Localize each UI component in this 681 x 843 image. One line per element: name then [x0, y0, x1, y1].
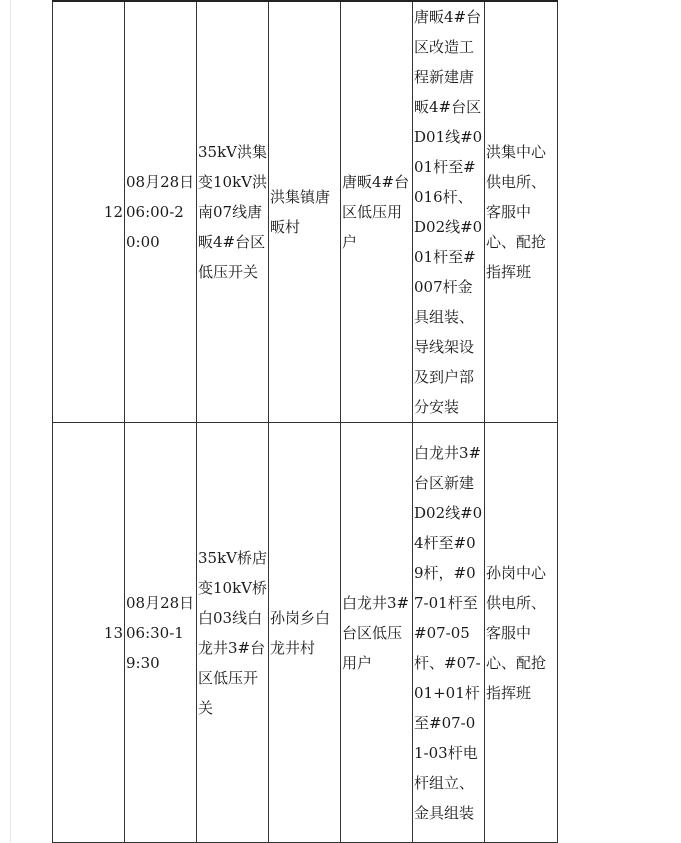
work-content: 白龙井3#台区新建D02线#04杆至#09杆，#07-01杆至#07-05杆、#07-01+01杆至#07-01-03杆电杆组立、金具组装 — [413, 423, 485, 843]
outage-area: 洪集镇唐畈村 — [269, 1, 341, 423]
outage-schedule-table — [52, 0, 558, 843]
table-row — [53, 1, 558, 423]
affected-users: 唐畈4#台区低压用户 — [341, 1, 413, 423]
outage-equipment: 35kV洪集变10kV洪南07线唐畈4#台区低压开关 — [197, 1, 269, 423]
outage-time: 08月28日06:00-20:00 — [125, 1, 197, 423]
row-number: 13 — [53, 423, 125, 843]
table-row — [53, 423, 558, 843]
work-content: 唐畈4#台区改造工程新建唐畈4#台区D01线#001杆至#016杆、D02线#001杆至#007杆金具组装、导线架设及到户部分安装 — [413, 1, 485, 423]
outage-area: 孙岗乡白龙井村 — [269, 423, 341, 843]
row-number: 12 — [53, 1, 125, 423]
affected-users: 白龙井3#台区低压用户 — [341, 423, 413, 843]
responsible-unit: 洪集中心供电所、客服中心、配抢指挥班 — [485, 1, 558, 423]
outage-equipment: 35kV桥店变10kV桥白03线白龙井3#台区低压开关 — [197, 423, 269, 843]
page-left-edge — [10, 0, 11, 842]
outage-time: 08月28日06:30-19:30 — [125, 423, 197, 843]
responsible-unit: 孙岗中心供电所、客服中心、配抢指挥班 — [485, 423, 558, 843]
